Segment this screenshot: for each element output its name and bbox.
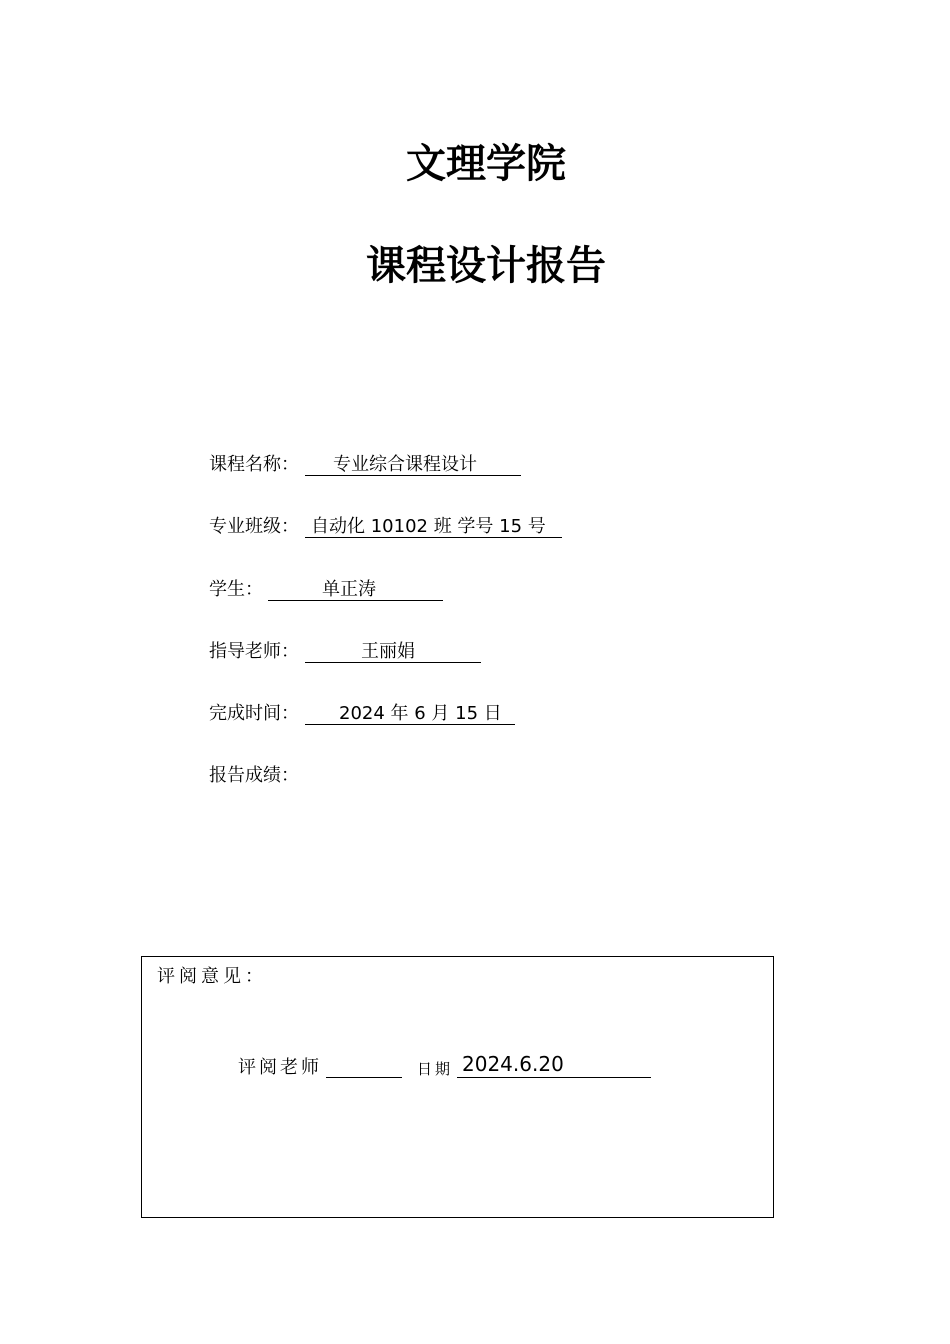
advisor-value: 王丽娟 (361, 641, 415, 662)
reviewer-label: 评阅老师 (238, 1057, 322, 1078)
completion-date-field (209, 699, 502, 729)
review-date-value: 2024.6.20 (462, 1052, 564, 1076)
completion-date-value-line (305, 699, 515, 725)
report-grade-label: 报告成绩： (209, 765, 299, 786)
reviewer-signature-line (326, 1077, 402, 1078)
course-name-value: 专业综合课程设计 (333, 454, 477, 475)
advisor-value-line (305, 637, 481, 663)
student-value-line (268, 575, 443, 601)
completion-date-label: 完成时间： (209, 703, 299, 724)
student-value: 单正涛 (322, 579, 376, 600)
advisor-label: 指导老师： (209, 641, 299, 662)
report-title: 课程设计报告 (366, 243, 606, 289)
review-date-label: 日期 (417, 1060, 454, 1078)
review-comments-box (141, 956, 774, 1218)
review-date-line (457, 1051, 651, 1078)
review-comments-title: 评阅意见： (157, 966, 267, 987)
course-name-label: 课程名称： (209, 454, 299, 475)
report-grade-field (209, 761, 299, 791)
class-value: 自动化 10102 班 学号 15 号 (311, 516, 546, 537)
class-value-line (305, 512, 562, 538)
class-label: 专业班级： (209, 516, 299, 537)
course-name-value-line (305, 450, 521, 476)
institution-title: 文理学院 (406, 141, 566, 187)
course-name-field (209, 450, 477, 480)
class-field (209, 512, 546, 542)
student-field (209, 575, 376, 605)
advisor-field (209, 637, 415, 667)
student-label: 学生： (209, 579, 263, 600)
completion-date-value: 2024 年 6 月 15 日 (339, 703, 502, 724)
